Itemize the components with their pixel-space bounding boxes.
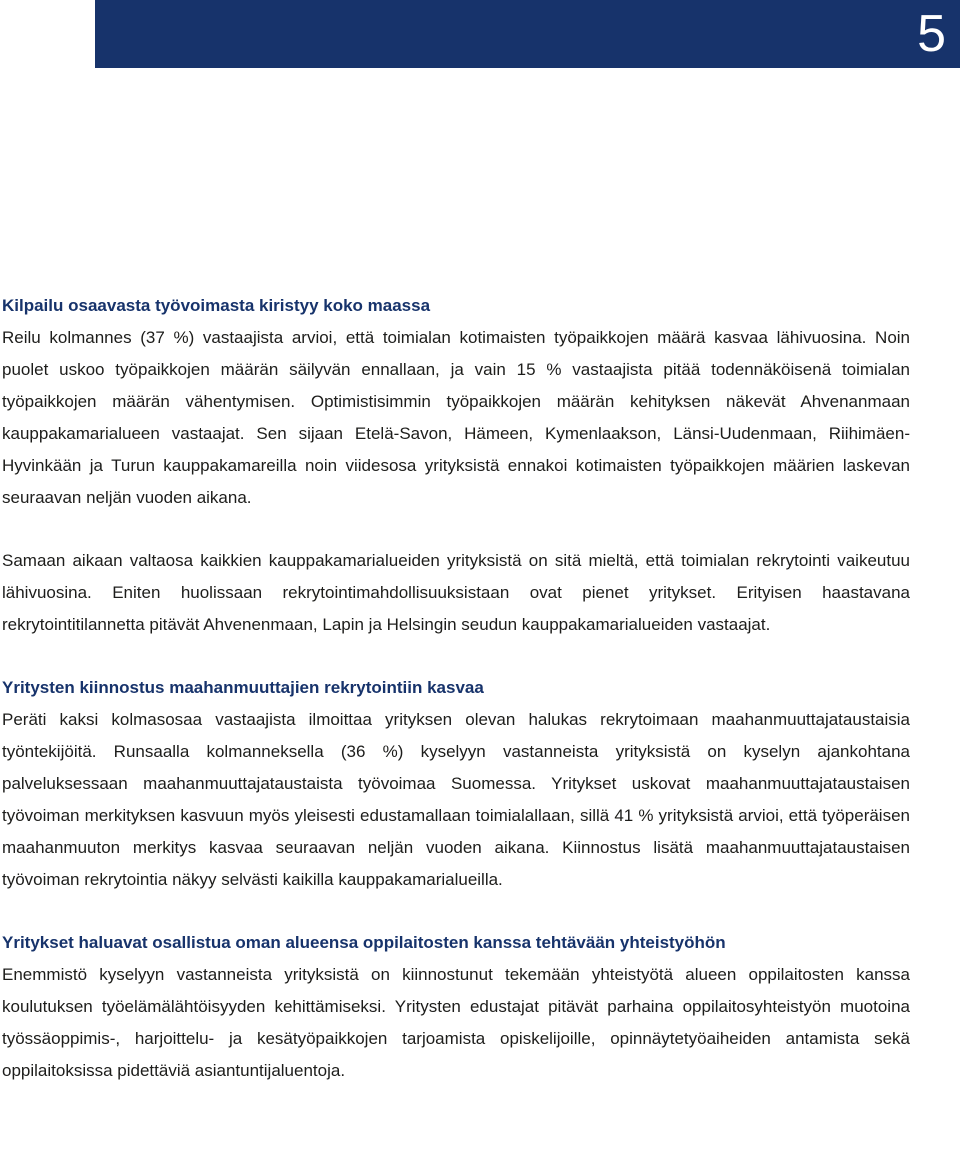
paragraph: Enemmistö kyselyyn vastanneista yrityksistä on kiinnostunut tekemään yhteistyötä alueen oppilaitosten kanssa koulutuksen työelämälähtöisyyden kehittämiseksi. Yritysten edustajat pitävät parhaina oppilaitosyhteistyön muotoina työssäoppimis-, harjoittelu- ja kesätyöpaikkojen tarjoamista opiskelijoille, opinnäytetyöaiheiden antamista sekä oppilaitoksissa pidettäviä asiantuntijaluentoja. xyxy=(2,965,910,1080)
section-school-cooperation xyxy=(2,927,910,1087)
page-number-badge xyxy=(95,0,960,68)
paragraph: Peräti kaksi kolmasosaa vastaajista ilmoittaa yrityksen olevan halukas rekrytoimaan maahanmuuttajataustaisia työntekijöitä. Runsaalla kolmanneksella (36 %) kyselyyn vastanneista yrityksistä on kyselyn ajankohtana palveluksessaan maahanmuuttajataustaista työvoimaa Suomessa. Yritykset uskovat maahanmuuttajataustaisen työvoiman merkityksen kasvuun myös yleisesti edustamallaan toimialallaan, sillä 41 % yrityksistä arvioi, että työperäisen maahanmuuton merkitys kasvaa seuraavan neljän vuoden aikana. Kiinnostus lisätä maahanmuuttajataustaisen työvoiman rekrytointia näkyy selvästi kaikilla kauppakamarialueilla. xyxy=(2,710,910,889)
section-immigrant-recruitment xyxy=(2,672,910,896)
paragraph: Samaan aikaan valtaosa kaikkien kauppakamarialueiden yrityksistä on sitä mieltä, että toimialan rekrytointi vaikeutuu lähivuosina. Eniten huolissaan rekrytointimahdollisuuksistaan ovat pienet yritykset. Erityisen haastavana rekrytointitilannetta pitävät Ahvenenmaan, Lapin ja Helsingin seudun kauppakamarialueiden vastaajat. xyxy=(2,551,910,634)
section-competition xyxy=(2,290,910,641)
document-body xyxy=(2,290,910,1087)
section-heading: Yritykset haluavat osallistua oman alueensa oppilaitosten kanssa tehtävään yhteistyöhön xyxy=(2,933,726,952)
section-heading: Yritysten kiinnostus maahanmuuttajien rekrytointiin kasvaa xyxy=(2,678,484,697)
page-number: 5 xyxy=(917,5,946,63)
section-heading: Kilpailu osaavasta työvoimasta kiristyy koko maassa xyxy=(2,296,431,315)
paragraph: Reilu kolmannes (37 %) vastaajista arvioi, että toimialan kotimaisten työpaikkojen määrä kasvaa lähivuosina. Noin puolet uskoo työpaikkojen määrän säilyvän ennallaan, ja vain 15 % vastaajista pitää todennäköisenä toimialan työpaikkojen määrän vähentymisen. Optimistisimmin työpaikkojen määrän kehityksen näkevät Ahvenanmaan kauppakamarialueen vastaajat. Sen sijaan Etelä-Savon, Hämeen, Kymenlaakson, Länsi-Uudenmaan, Riihimäen-Hyvinkään ja Turun kauppakamareilla noin viidesosa yrityksistä ennakoi kotimaisten työpaikkojen määrien laskevan seuraavan neljän vuoden aikana. xyxy=(2,328,910,507)
